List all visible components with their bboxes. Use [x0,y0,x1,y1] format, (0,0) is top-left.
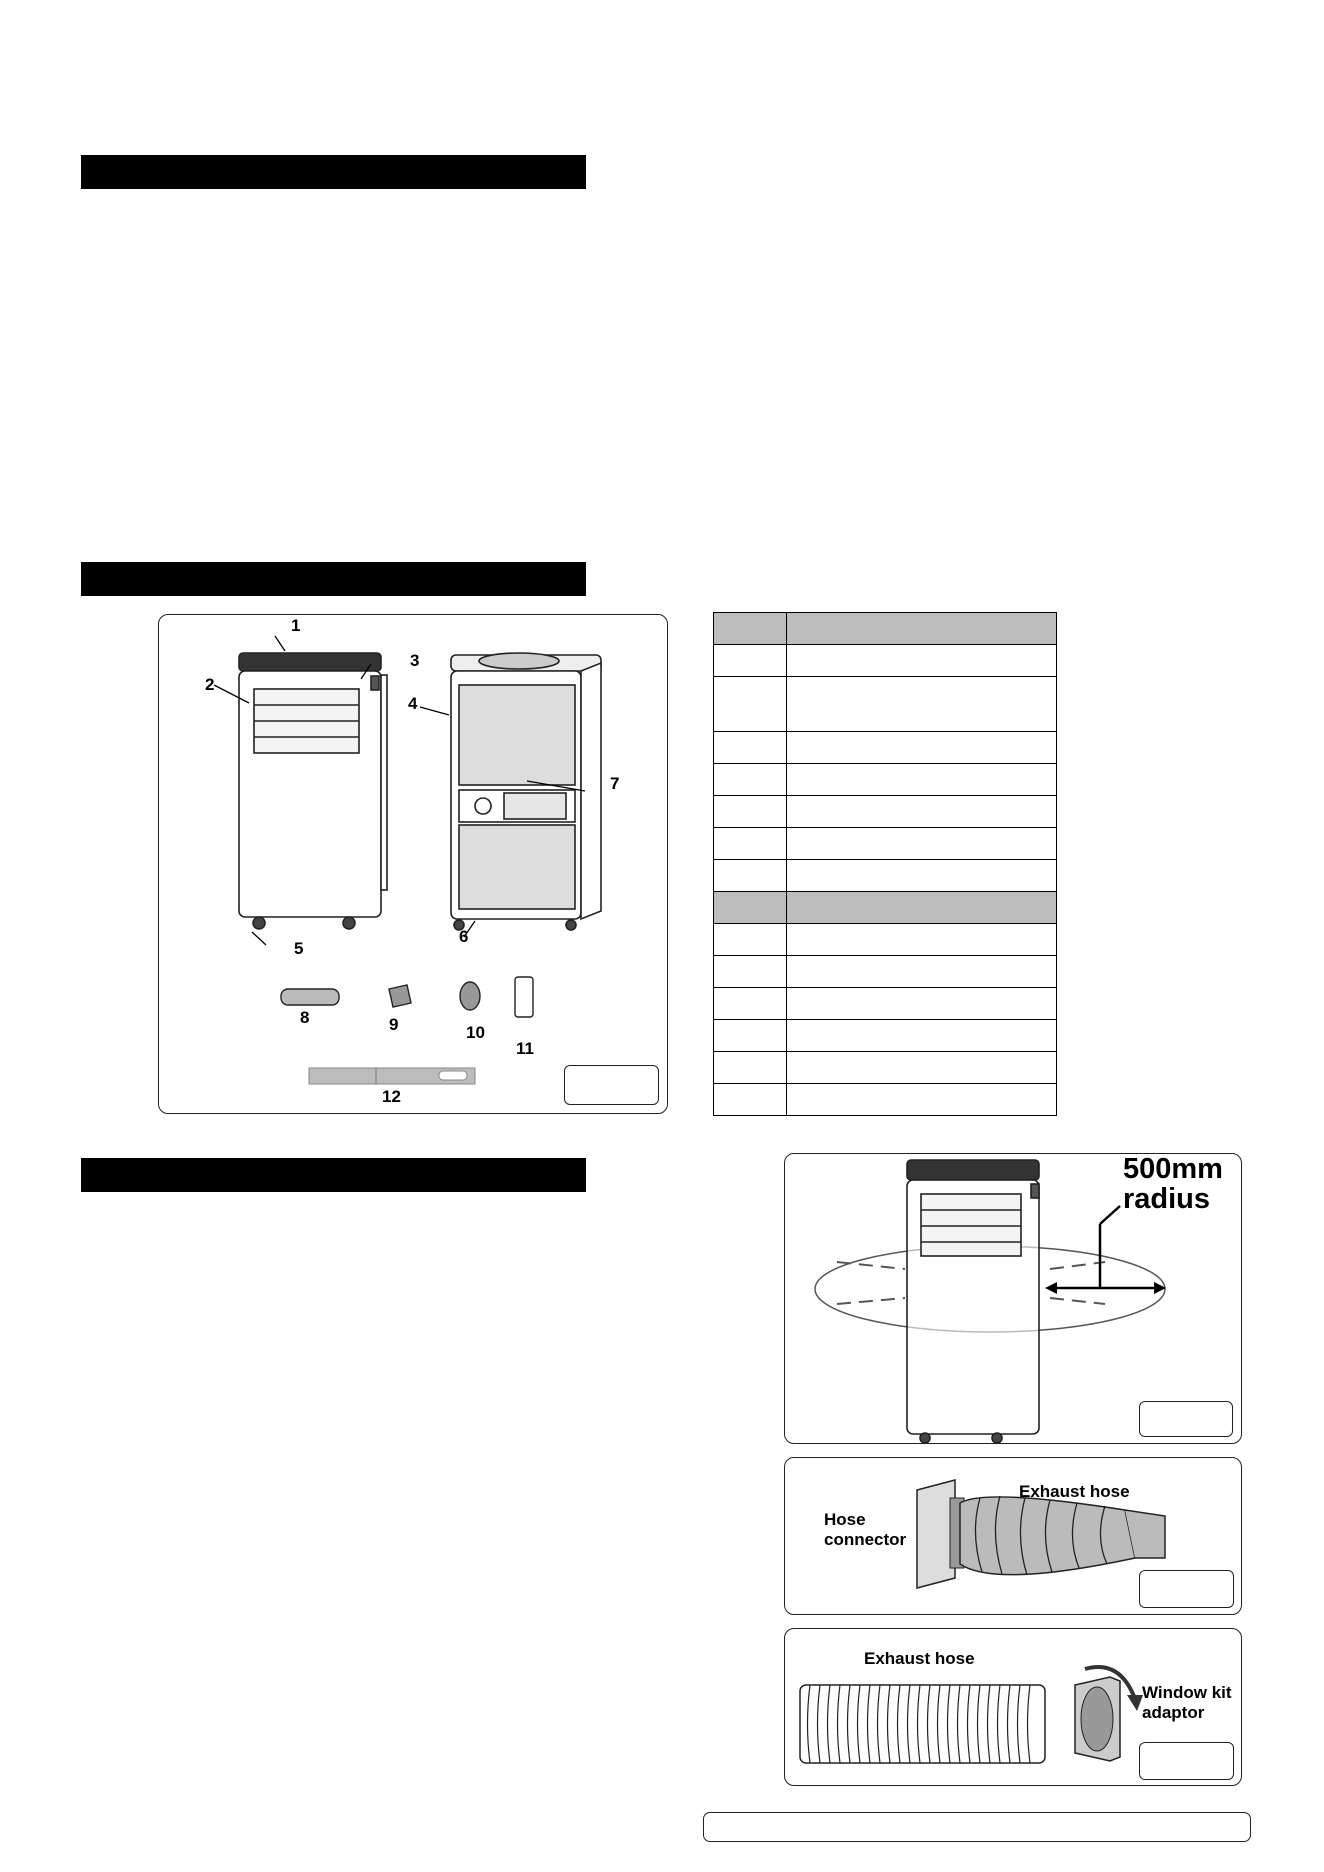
figure-ref-box-2 [1139,1401,1233,1437]
table-row [714,828,1057,860]
window-adaptor-figure [784,1628,1242,1786]
callout-10: 10 [466,1023,485,1042]
radius-label: 500mm radius [1123,1153,1223,1216]
parts-illustration [159,615,667,1113]
callout-12: 12 [382,1087,401,1106]
callout-3: 3 [410,651,420,670]
table-row [714,732,1057,764]
clearance-figure [784,1153,1242,1444]
callout-1: 1 [291,616,301,635]
callout-2: 2 [205,675,215,694]
callout-11: 11 [516,1039,534,1058]
table-row [714,796,1057,828]
window-slider-drawing [309,1068,475,1084]
callout-4: 4 [408,694,418,713]
table-row [714,988,1057,1020]
table-row [714,1020,1057,1052]
table-subheader-row [714,892,1057,924]
figure-ref-box-4 [1139,1742,1234,1780]
table-row [714,924,1057,956]
back-unit-drawing [451,653,601,930]
table-row [714,1052,1057,1084]
table-row [714,764,1057,796]
table-row [714,645,1057,677]
exhaust-hose-label: Exhaust hose [864,1649,975,1668]
figure-ref-box-1 [564,1065,659,1105]
parts-table-wrapper [713,612,1057,1116]
callout-7: 7 [610,774,620,793]
front-unit-drawing [239,653,387,929]
table-row [714,1084,1057,1116]
footer-box [703,1812,1251,1842]
section-header-bar-3 [81,1158,586,1192]
parts-table [713,612,1057,1116]
table-row [714,860,1057,892]
hose-connector-label: Hose connector [824,1510,907,1550]
table-row [714,677,1057,732]
section-header-bar-2 [81,562,586,596]
callout-9: 9 [389,1015,399,1034]
parts-figure [158,614,668,1114]
figure-ref-box-3 [1139,1570,1234,1608]
window-adaptor-label: Window kit adaptor [1142,1683,1232,1723]
exhaust-hose-label: Exhaust hose [1019,1482,1130,1501]
section-header-bar-1 [81,155,586,189]
accessories-drawing [281,977,533,1017]
table-header-row [714,613,1057,645]
hose-connector-figure [784,1457,1242,1615]
callout-5: 5 [294,939,304,958]
callout-6: 6 [459,927,469,946]
callout-8: 8 [300,1008,310,1027]
table-row [714,956,1057,988]
